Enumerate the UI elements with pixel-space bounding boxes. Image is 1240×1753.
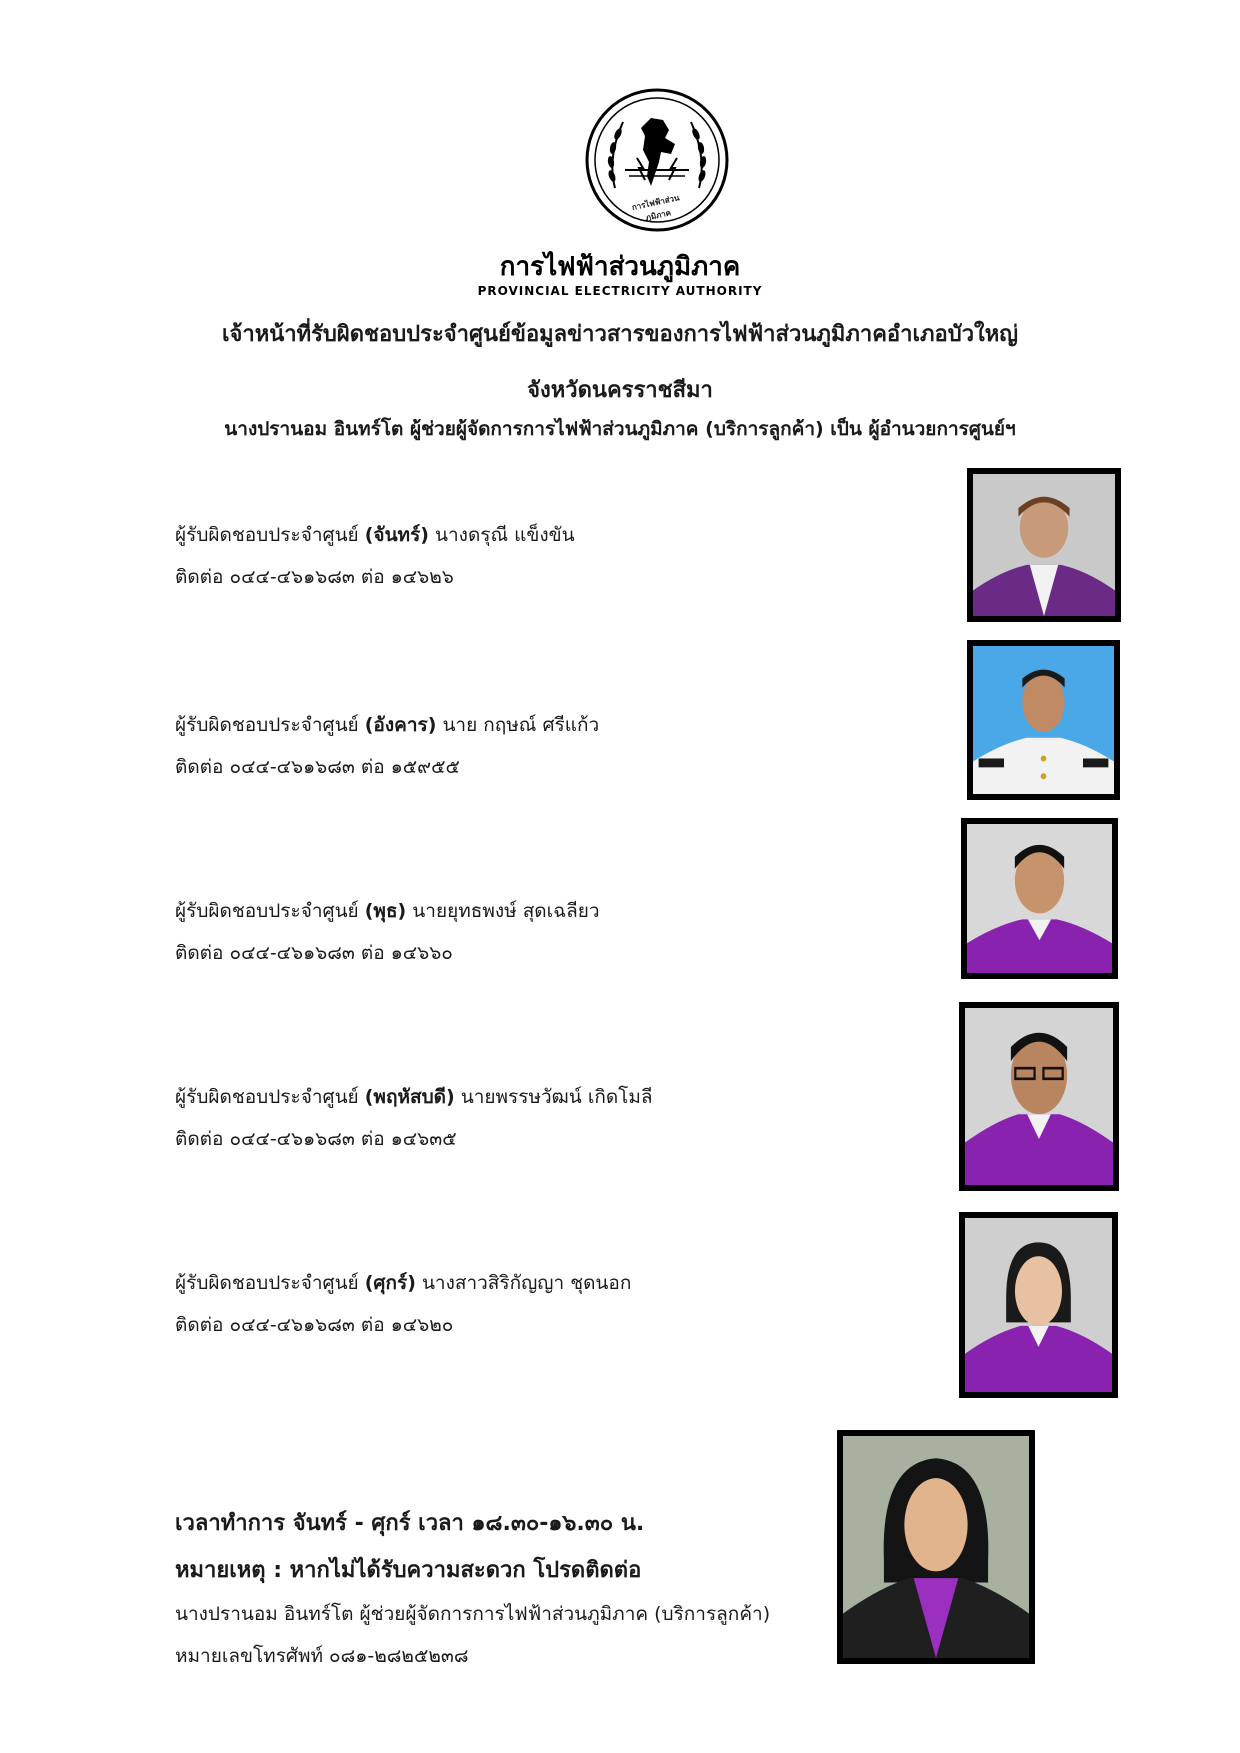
contact-person: นางปรานอม อินทร์โต ผู้ช่วยผู้จัดการการไฟฟ้าส่วนภูมิภาค (บริการลูกค้า)	[175, 1603, 771, 1625]
staff-role: ผู้รับผิดชอบประจำศูนย์	[175, 1086, 359, 1108]
staff-role: ผู้รับผิดชอบประจำศูนย์	[175, 1272, 359, 1294]
staff-day: (อังคาร)	[364, 714, 437, 736]
staff-role: ผู้รับผิดชอบประจำศูนย์	[175, 524, 359, 546]
office-hours: เวลาทำการ จันทร์ - ศุกร์ เวลา ๑๘.๓๐-๑๖.๓๐ น.	[175, 1511, 645, 1536]
staff-line	[175, 1082, 653, 1112]
staff-name: นายพรรษวัฒน์ เกิดโมลี	[460, 1086, 653, 1108]
staff-contact: ติดต่อ ๐๔๔-๔๖๑๖๘๓ ต่อ ๑๕๙๕๕	[175, 756, 460, 778]
title-line-3: นางปรานอม อินทร์โต ผู้ช่วยผู้จัดการการไฟฟ้าส่วนภูมิภาค (บริการลูกค้า) เป็น ผู้อำนวยการศูนย์ฯ	[224, 418, 1016, 440]
staff-photo-friday	[959, 1212, 1118, 1398]
staff-day: (ศุกร์)	[364, 1272, 416, 1294]
director-photo	[837, 1430, 1035, 1664]
staff-day: (พุธ)	[364, 900, 407, 922]
staff-contact: ติดต่อ ๐๔๔-๔๖๑๖๘๓ ต่อ ๑๔๖๖๐	[175, 942, 453, 964]
org-name-english: PROVINCIAL ELECTRICITY AUTHORITY	[477, 284, 763, 298]
staff-contact: ติดต่อ ๐๔๔-๔๖๑๖๘๓ ต่อ ๑๔๖๓๕	[175, 1128, 457, 1150]
staff-line	[175, 896, 600, 926]
staff-contact: ติดต่อ ๐๔๔-๔๖๑๖๘๓ ต่อ ๑๔๖๒๖	[175, 566, 454, 588]
seal-text: การไฟฟ้าส่วนภูมิภาค	[631, 193, 681, 223]
staff-name: นายยุทธพงษ์ สุดเฉลียว	[412, 900, 600, 922]
staff-entry-thursday	[175, 1082, 653, 1154]
staff-role: ผู้รับผิดชอบประจำศูนย์	[175, 714, 359, 736]
footer-note: หมายเหตุ : หากไม่ได้รับความสะดวก โปรดติดต่อ	[175, 1558, 642, 1583]
title-line-2: จังหวัดนครราชสีมา	[527, 378, 713, 403]
title-line-1: เจ้าหน้าที่รับผิดชอบประจำศูนย์ข้อมูลข่าวสารของการไฟฟ้าส่วนภูมิภาคอำเภอบัวใหญ่	[221, 322, 1019, 347]
staff-name: นางดรุณี แข็งขัน	[435, 524, 575, 546]
staff-role: ผู้รับผิดชอบประจำศูนย์	[175, 900, 359, 922]
staff-name: นางสาวสิริกัญญา ชุดนอก	[421, 1272, 632, 1294]
staff-contact: ติดต่อ ๐๔๔-๔๖๑๖๘๓ ต่อ ๑๔๖๒๐	[175, 1314, 454, 1336]
org-name-thai: การไฟฟ้าส่วนภูมิภาค	[499, 252, 741, 282]
staff-photo-monday	[967, 468, 1121, 622]
pea-seal-logo	[585, 88, 729, 232]
staff-line	[175, 710, 599, 740]
staff-entry-tuesday	[175, 710, 599, 782]
contact-phone: หมายเลขโทรศัพท์ ๐๘๑-๒๘๒๕๒๓๘	[175, 1645, 469, 1667]
footer-info	[175, 1505, 770, 1671]
staff-day: (พฤหัสบดี)	[364, 1086, 455, 1108]
staff-photo-tuesday	[967, 640, 1120, 800]
staff-line	[175, 1268, 631, 1298]
staff-entry-monday	[175, 520, 575, 592]
staff-photo-wednesday	[961, 818, 1118, 979]
staff-line	[175, 520, 575, 550]
staff-day: (จันทร์)	[364, 524, 429, 546]
staff-name: นาย กฤษณ์ ศรีแก้ว	[442, 714, 600, 736]
staff-entry-wednesday	[175, 896, 600, 968]
staff-entry-friday	[175, 1268, 631, 1340]
staff-photo-thursday	[959, 1002, 1119, 1191]
